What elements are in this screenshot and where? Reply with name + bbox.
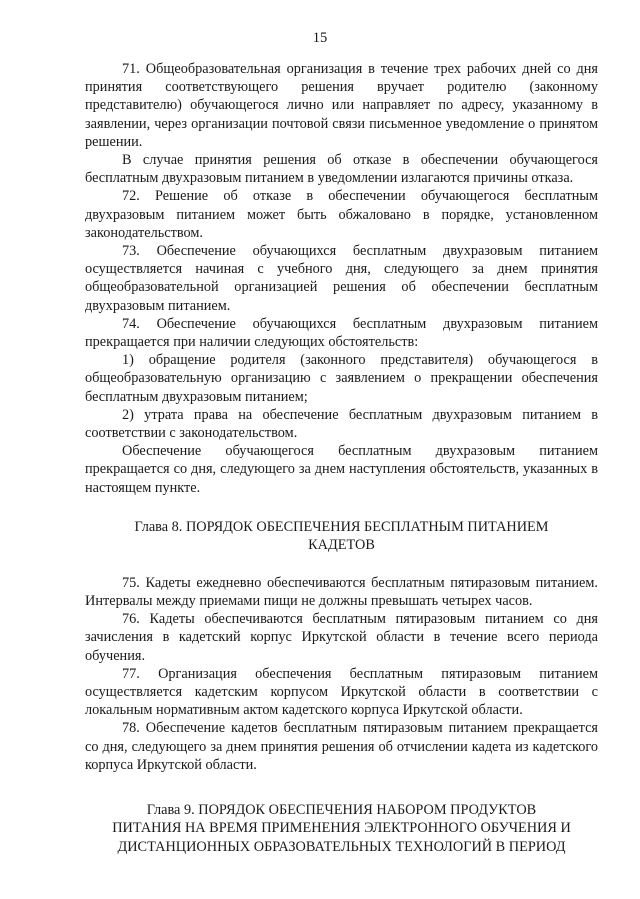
- paragraph-75: 75. Кадеты ежедневно обеспечиваются бесплатным пятиразовым питанием. Интервалы между приемами пищи не должны превышать четырех часов.: [85, 574, 598, 609]
- chapter-9-title-line-1: Глава 9. ПОРЯДОК ОБЕСПЕЧЕНИЯ НАБОРОМ ПРОДУКТОВ: [146, 801, 537, 818]
- chapter-9-heading: [85, 801, 598, 856]
- paragraph-71-refusal: В случае принятия решения об отказе в обеспечении обучающегося бесплатным двухразовым питанием в уведомлении излагаются причины отказа.: [85, 152, 598, 187]
- chapter-8-title-line-2: КАДЕТОВ: [308, 537, 375, 554]
- paragraph-74-item-2: 2) утрата права на обеспечение бесплатным двухразовым питанием в соответствии с законодательством.: [85, 406, 598, 442]
- paragraph-74-item-1: 1) обращение родителя (законного представителя) обучающегося в общеобразовательную организацию с заявлением о прекращении обеспечения бесплатным двухразовым питанием;: [85, 352, 598, 405]
- document-body: [85, 60, 598, 856]
- chapter-8-title-line-1: Глава 8. ПОРЯДОК ОБЕСПЕЧЕНИЯ БЕСПЛАТНЫМ ПИТАНИЕМ: [134, 518, 549, 535]
- paragraph-76: 76. Кадеты обеспечиваются бесплатным пятиразовым питанием со дня зачисления в кадетский корпус Иркутской области в течение всего периода обучения.: [85, 611, 598, 664]
- paragraph-74-termination: Обеспечение обучающегося бесплатным двухразовым питанием прекращается со дня, следующего за днем наступления обстоятельств, указанных в настоящем пункте.: [85, 443, 598, 496]
- chapter-9-title-line-3: ДИСТАНЦИОННЫХ ОБРАЗОВАТЕЛЬНЫХ ТЕХНОЛОГИЙ В ПЕРИОД: [117, 838, 566, 855]
- chapter-8-heading: [85, 518, 598, 555]
- paragraph-78: 78. Обеспечение кадетов бесплатным пятиразовым питанием прекращается со дня, следующего за днем принятия решения об отчислении кадета из кадетского корпуса Иркутской области.: [85, 720, 598, 773]
- paragraph-77: 77. Организация обеспечения бесплатным пятиразовым питанием осуществляется кадетским корпусом Иркутской области в соответствии с локальным нормативным актом кадетского корпуса Иркутской области.: [85, 665, 598, 719]
- chapter-9-title-line-2: ПИТАНИЯ НА ВРЕМЯ ПРИМЕНЕНИЯ ЭЛЕКТРОННОГО ОБУЧЕНИЯ И: [112, 820, 571, 837]
- paragraph-71: 71. Общеобразовательная организация в течение трех рабочих дней со дня принятия соответствующего решения вручает родителю (законному представителю) обучающегося лично или направляет по адресу, указанному в заявлении, через организации почтовой связи письменное уведомление о принятом решении.: [85, 61, 598, 150]
- paragraph-72: 72. Решение об отказе в обеспечении обучающегося бесплатным двухразовым питанием может быть обжаловано в порядке, установленном законодательством.: [85, 188, 598, 241]
- paragraph-73: 73. Обеспечение обучающихся бесплатным двухразовым питанием осуществляется начиная с учебного дня, следующего за днем принятия общеобразовательной организацией решения об обеспечении бесплатным двухразовым питанием.: [85, 243, 598, 314]
- page-number: 15: [312, 30, 328, 46]
- paragraph-74: 74. Обеспечение обучающихся бесплатным двухразовым питанием прекращается при наличии следующих обстоятельств:: [85, 315, 598, 351]
